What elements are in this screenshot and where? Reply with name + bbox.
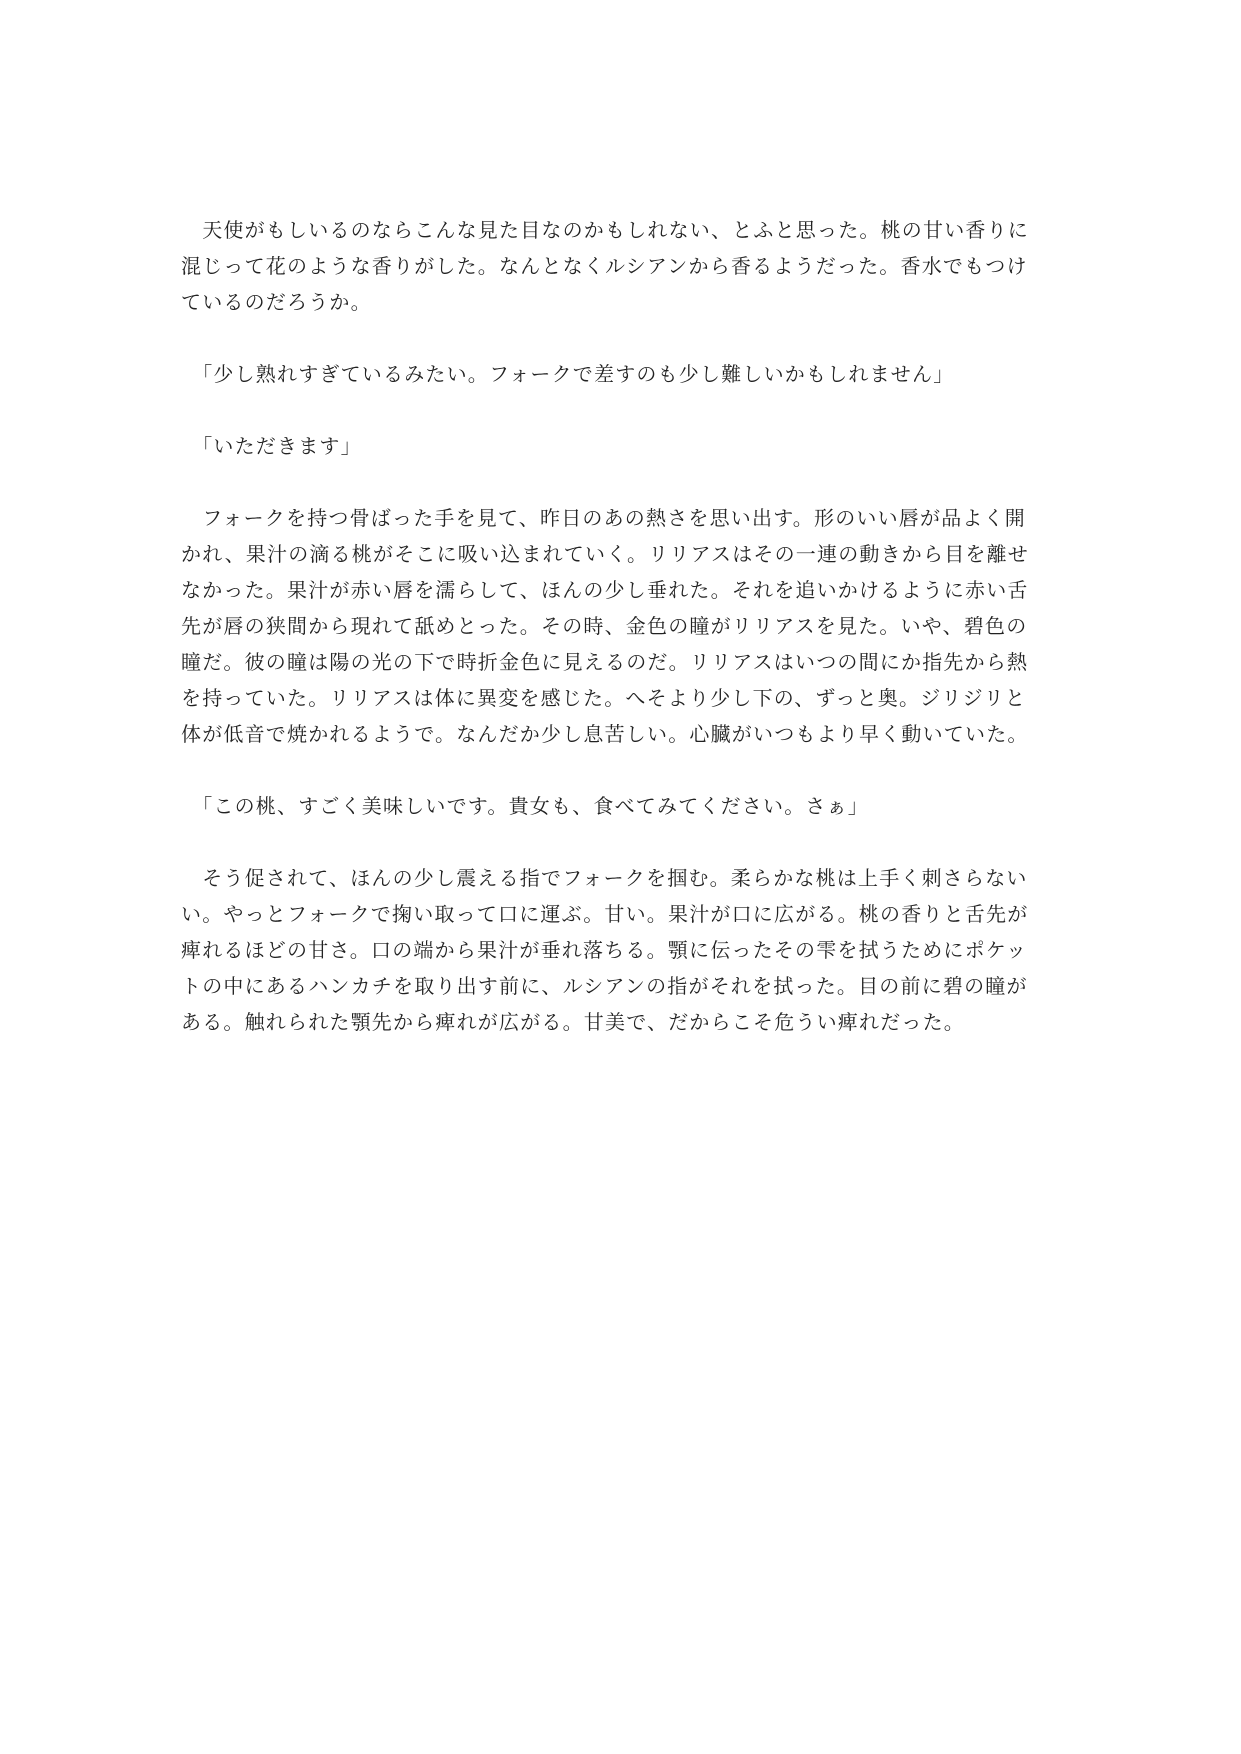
dialogue-paragraph xyxy=(181,788,1061,824)
text-line: 天使がもしいるのならこんな見た目なのかもしれない、とふと思った。桃の甘い香りに xyxy=(181,218,1029,242)
text-line: フォークを持つ骨ばった手を見て、昨日のあの熱さを思い出す。形のいい唇が品よく開 xyxy=(181,506,1026,530)
paragraph xyxy=(181,500,1061,752)
paragraph-gap xyxy=(181,320,1061,356)
text-line: ある。触れられた顎先から痺れが広がる。甘美で、だからこそ危うい痺れだった。 xyxy=(181,1010,965,1034)
text-line: 体が低音で焼かれるようで。なんだか少し息苦しい。心臓がいつもより早く動いていた。 xyxy=(181,722,1029,746)
text-line: 「少し熟れすぎているみたい。フォークで差すのも少し難しいかもしれません」 xyxy=(181,362,955,386)
text-line: い。やっとフォークで掬い取って口に運ぶ。甘い。果汁が口に広がる。桃の香りと舌先が xyxy=(181,902,1029,926)
text-line: ているのだろうか。 xyxy=(181,290,372,314)
paragraph xyxy=(181,860,1061,1040)
text-line: 痺れるほどの甘さ。口の端から果汁が垂れ落ちる。顎に伝ったその雫を拭うためにポケッ xyxy=(181,938,1028,962)
paragraph-gap xyxy=(181,464,1061,500)
paragraph xyxy=(181,212,1061,320)
text-line: かれ、果汁の滴る桃がそこに吸い込まれていく。リリアスはその一連の動きから目を離せ xyxy=(181,542,1029,566)
text-line: 先が唇の狭間から現れて舐めとった。その時、金色の瞳がリリアスを見た。いや、碧色の xyxy=(181,614,1028,638)
text-line: トの中にあるハンカチを取り出す前に、ルシアンの指がそれを拭った。目の前に碧の瞳が xyxy=(181,974,1028,998)
paragraph-gap xyxy=(181,392,1061,428)
dialogue-paragraph xyxy=(181,428,1061,464)
text-line: そう促されて、ほんの少し震える指でフォークを掴む。柔らかな桃は上手く刺さらない xyxy=(181,866,1028,890)
text-line: なかった。果汁が赤い唇を濡らして、ほんの少し垂れた。それを追いかけるように赤い舌 xyxy=(181,578,1029,602)
text-line: を持っていた。リリアスは体に異変を感じた。へそより少し下の、ずっと奥。ジリジリと xyxy=(181,686,1027,710)
text-line: 混じって花のような香りがした。なんとなくルシアンから香るようだった。香水でもつけ xyxy=(181,254,1028,278)
text-line: 「この桃、すごく美味しいです。貴女も、食べてみてください。さぁ」 xyxy=(181,794,869,818)
paragraph-gap xyxy=(181,752,1061,788)
paragraph-gap xyxy=(181,824,1061,860)
story-text xyxy=(181,212,1061,1040)
text-line: 「いただきます」 xyxy=(181,434,362,458)
text-line: 瞳だ。彼の瞳は陽の光の下で時折金色に見えるのだ。リリアスはいつの間にか指先から熱 xyxy=(181,650,1029,674)
dialogue-paragraph xyxy=(181,356,1061,392)
